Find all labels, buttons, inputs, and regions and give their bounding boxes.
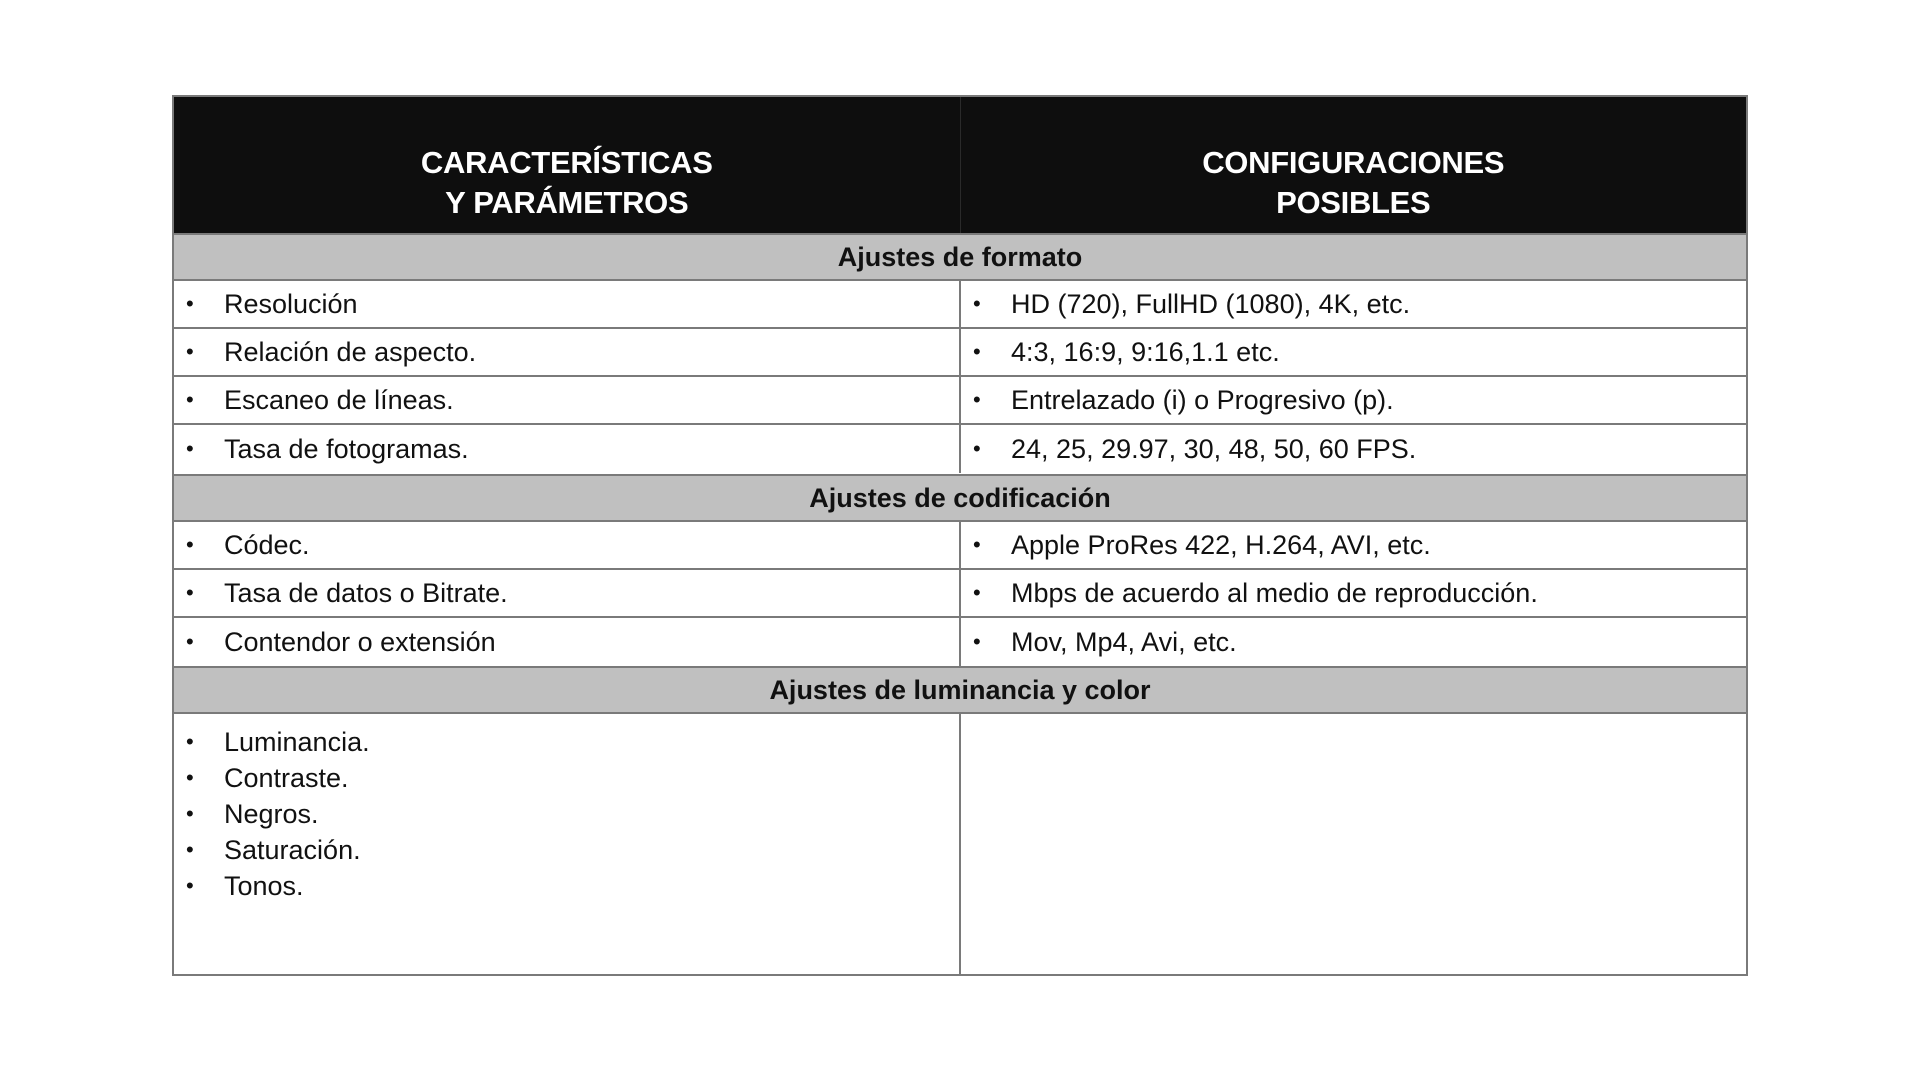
config-cell: [961, 377, 1746, 423]
table-header: [174, 97, 1746, 235]
settings-table: [172, 95, 1748, 976]
bullet-icon: •: [186, 729, 194, 754]
table-row: [174, 377, 1746, 425]
bullet-icon: •: [186, 532, 194, 557]
bullet-icon: •: [186, 291, 194, 316]
list-item-text: Negros.: [224, 799, 319, 829]
config-text: 4:3, 16:9, 9:16,1.1 etc.: [1011, 336, 1280, 367]
bullet-icon: •: [973, 339, 981, 364]
parameter-cell: [174, 522, 961, 568]
config-cell: [961, 281, 1746, 327]
config-text: 24, 25, 29.97, 30, 48, 50, 60 FPS.: [1011, 433, 1417, 464]
parameter-text: Tasa de fotogramas.: [224, 433, 469, 464]
parameter-cell: [174, 714, 961, 974]
config-cell: [961, 329, 1746, 375]
list-item: [186, 760, 370, 796]
bullet-icon: •: [186, 339, 194, 364]
config-cell: [961, 570, 1746, 616]
bullet-icon: •: [973, 387, 981, 412]
list-item-text: Luminancia.: [224, 727, 370, 757]
table-row: [174, 329, 1746, 377]
config-cell: [961, 618, 1746, 666]
config-text: HD (720), FullHD (1080), 4K, etc.: [1011, 288, 1411, 319]
parameter-cell: [174, 425, 961, 473]
list-item: [186, 796, 370, 832]
header-configurations-line1: CONFIGURACIONES: [1202, 145, 1505, 180]
section-encoding-band: [174, 474, 1746, 522]
luminance-parameter-list: [186, 724, 370, 904]
parameter-cell: [174, 281, 961, 327]
bullet-icon: •: [186, 837, 194, 862]
parameter-text: Relación de aspecto.: [224, 336, 477, 367]
list-item-text: Contraste.: [224, 763, 349, 793]
section-title: Ajustes de luminancia y color: [769, 674, 1151, 705]
bullet-icon: •: [973, 436, 981, 461]
header-configurations-line2: POSIBLES: [1276, 185, 1431, 220]
header-characteristics-line1: CARACTERÍSTICAS: [420, 145, 713, 180]
bullet-icon: •: [973, 629, 981, 654]
table-row: [174, 522, 1746, 570]
parameter-text: Escaneo de líneas.: [224, 384, 454, 415]
parameter-text: Resolución: [224, 288, 358, 319]
config-text: Mov, Mp4, Avi, etc.: [1011, 626, 1237, 657]
bullet-icon: •: [186, 765, 194, 790]
list-item: [186, 724, 370, 760]
table-row: [174, 570, 1746, 618]
bullet-icon: •: [186, 580, 194, 605]
parameter-text: Códec.: [224, 529, 310, 560]
header-characteristics: [174, 97, 961, 235]
bullet-icon: •: [973, 532, 981, 557]
parameter-cell: [174, 570, 961, 616]
list-item: [186, 832, 370, 868]
list-item-text: Saturación.: [224, 835, 361, 865]
bullet-icon: •: [186, 436, 194, 461]
parameter-text: Tasa de datos o Bitrate.: [224, 577, 508, 608]
bullet-icon: •: [973, 580, 981, 605]
parameter-cell: [174, 618, 961, 666]
config-cell: [961, 425, 1746, 473]
config-cell: [961, 522, 1746, 568]
bullet-icon: •: [186, 873, 194, 898]
luminance-row: [174, 714, 1746, 974]
config-text: Mbps de acuerdo al medio de reproducción.: [1011, 577, 1538, 608]
table-row: [174, 281, 1746, 329]
config-text: Entrelazado (i) o Progresivo (p).: [1011, 384, 1394, 415]
bullet-icon: •: [973, 291, 981, 316]
header-configurations: [961, 97, 1747, 235]
parameter-cell: [174, 329, 961, 375]
parameter-cell: [174, 377, 961, 423]
config-text: Apple ProRes 422, H.264, AVI, etc.: [1011, 529, 1431, 560]
section-format-band: [174, 233, 1746, 281]
section-luminance-band: [174, 666, 1746, 714]
table-row: [174, 425, 1746, 473]
bullet-icon: •: [186, 629, 194, 654]
config-cell-empty: [961, 714, 1746, 974]
bullet-icon: •: [186, 801, 194, 826]
section-title: Ajustes de formato: [837, 241, 1083, 272]
header-characteristics-line2: Y PARÁMETROS: [445, 185, 689, 220]
list-item-text: Tonos.: [224, 871, 304, 901]
parameter-text: Contendor o extensión: [224, 626, 496, 657]
list-item: [186, 868, 370, 904]
section-title: Ajustes de codificación: [809, 482, 1111, 513]
bullet-icon: •: [186, 387, 194, 412]
table-row: [174, 618, 1746, 666]
